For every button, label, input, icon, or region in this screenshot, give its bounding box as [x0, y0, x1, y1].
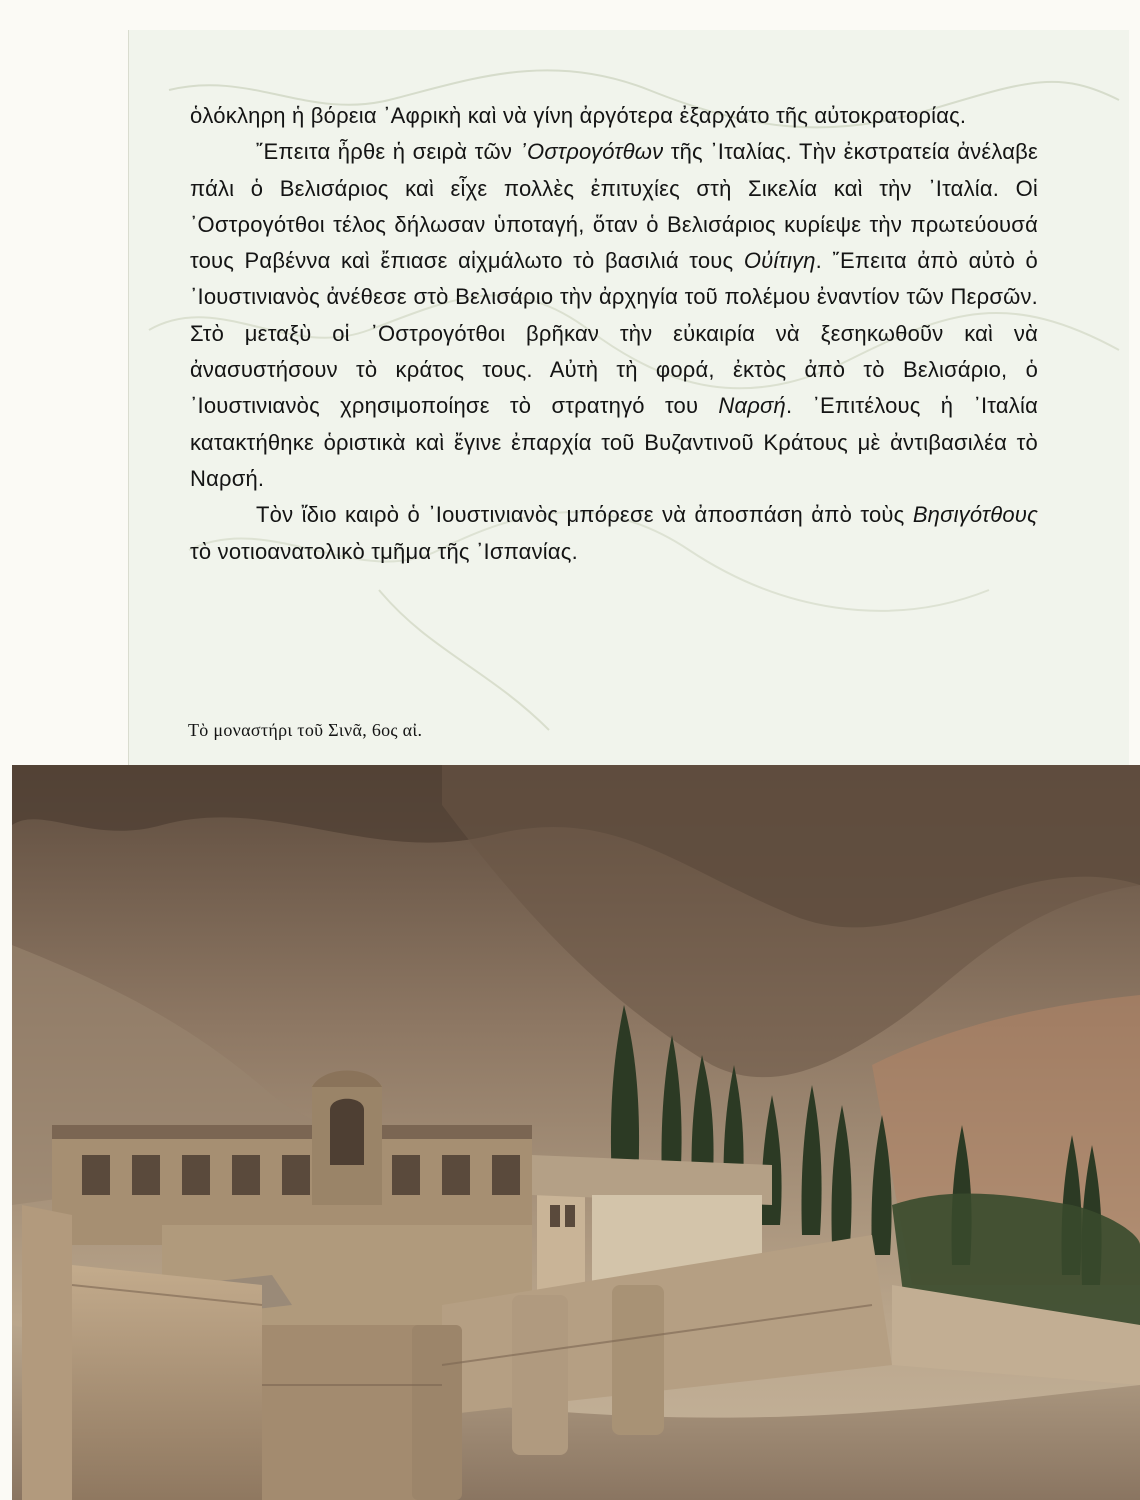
italic-term: Βησιγότθους	[912, 502, 1038, 528]
italic-term: Οὐίτιγη	[743, 248, 816, 274]
text-run: τῆς ᾿Ιταλίας. Τὴν ἐκστρατεία ἀνέλαβε πάλι ὁ Βελισάριος καὶ εἶχε πολλὲς ἐπιτυχίες στὴ Σικελία καὶ τὴν ᾿Ιταλία. Οἱ ᾿Οστρογότθοι τέλος δήλωσαν ὑποταγή, ὅταν ὁ Βελισάριος κυρίεψε τὴν πρωτεύουσά τους Ραβέννα καὶ ἔπιασε αἰχμάλωτο τὸ βασιλιά τους	[190, 139, 1038, 274]
text-run: ὁλόκληρη ἡ βόρεια ᾿Αφρικὴ καὶ νὰ γίνη ἀργότερα ἐξαρχάτο τῆς αὐτοκρατορίας.	[190, 103, 967, 128]
text-run: ῎Επειτα ἦρθε ἡ σειρὰ τῶν	[256, 139, 520, 165]
italic-term: ᾿Οστρογότθων	[519, 139, 664, 165]
text-run: Τὸν ἴδιο καιρὸ ὁ ᾿Ιουστινιανὸς μπόρεσε νὰ ἀποσπάση ἀπὸ τοὺς	[256, 502, 913, 528]
text-run: . ῎Επειτα ἀπὸ αὐτὸ ὁ ᾿Ιουστινιανὸς ἀνέθεσε στὸ Βελισάριο τὴν ἀρχηγία τοῦ πολέμου ἐναντίον τῶν Περσῶν. Στὸ μεταξὺ οἱ ᾿Οστρογότθοι βρῆκαν τὴν εὐκαιρία νὰ ξεσηκωθοῦν καὶ νὰ ἀνασυστήσουν τὸ κράτος τους. Αὐτὴ τὴ φορά, ἐκτὸς ἀπὸ τὸ Βελισάριο, ὁ ᾿Ιουστινιανὸς χρησιμοποίησε τὸ στρατηγό του	[190, 248, 1038, 419]
monastery-photo	[12, 765, 1140, 1500]
italic-term: Ναρσή	[718, 393, 786, 419]
photo-image-icon	[12, 765, 1140, 1500]
text-run: τὸ νοτιοανατολικὸ τμῆμα τῆς ᾿Ισπανίας.	[190, 538, 578, 564]
paragraph	[190, 134, 1038, 497]
paragraph	[190, 98, 1038, 134]
text-run: . ᾿Επιτέλους ἡ ᾿Ιταλία κατακτήθηκε ὁριστικὰ καὶ ἔγινε ἐπαρχία τοῦ Βυζαντινοῦ Κράτους μὲ ἀντιβασιλέα τὸ Ναρσή.	[190, 393, 1038, 491]
paragraph	[190, 497, 1038, 570]
body-text	[190, 98, 1038, 570]
photo-caption: Τὸ μοναστήρι τοῦ Σινᾶ, 6ος αἰ.	[188, 720, 423, 740]
